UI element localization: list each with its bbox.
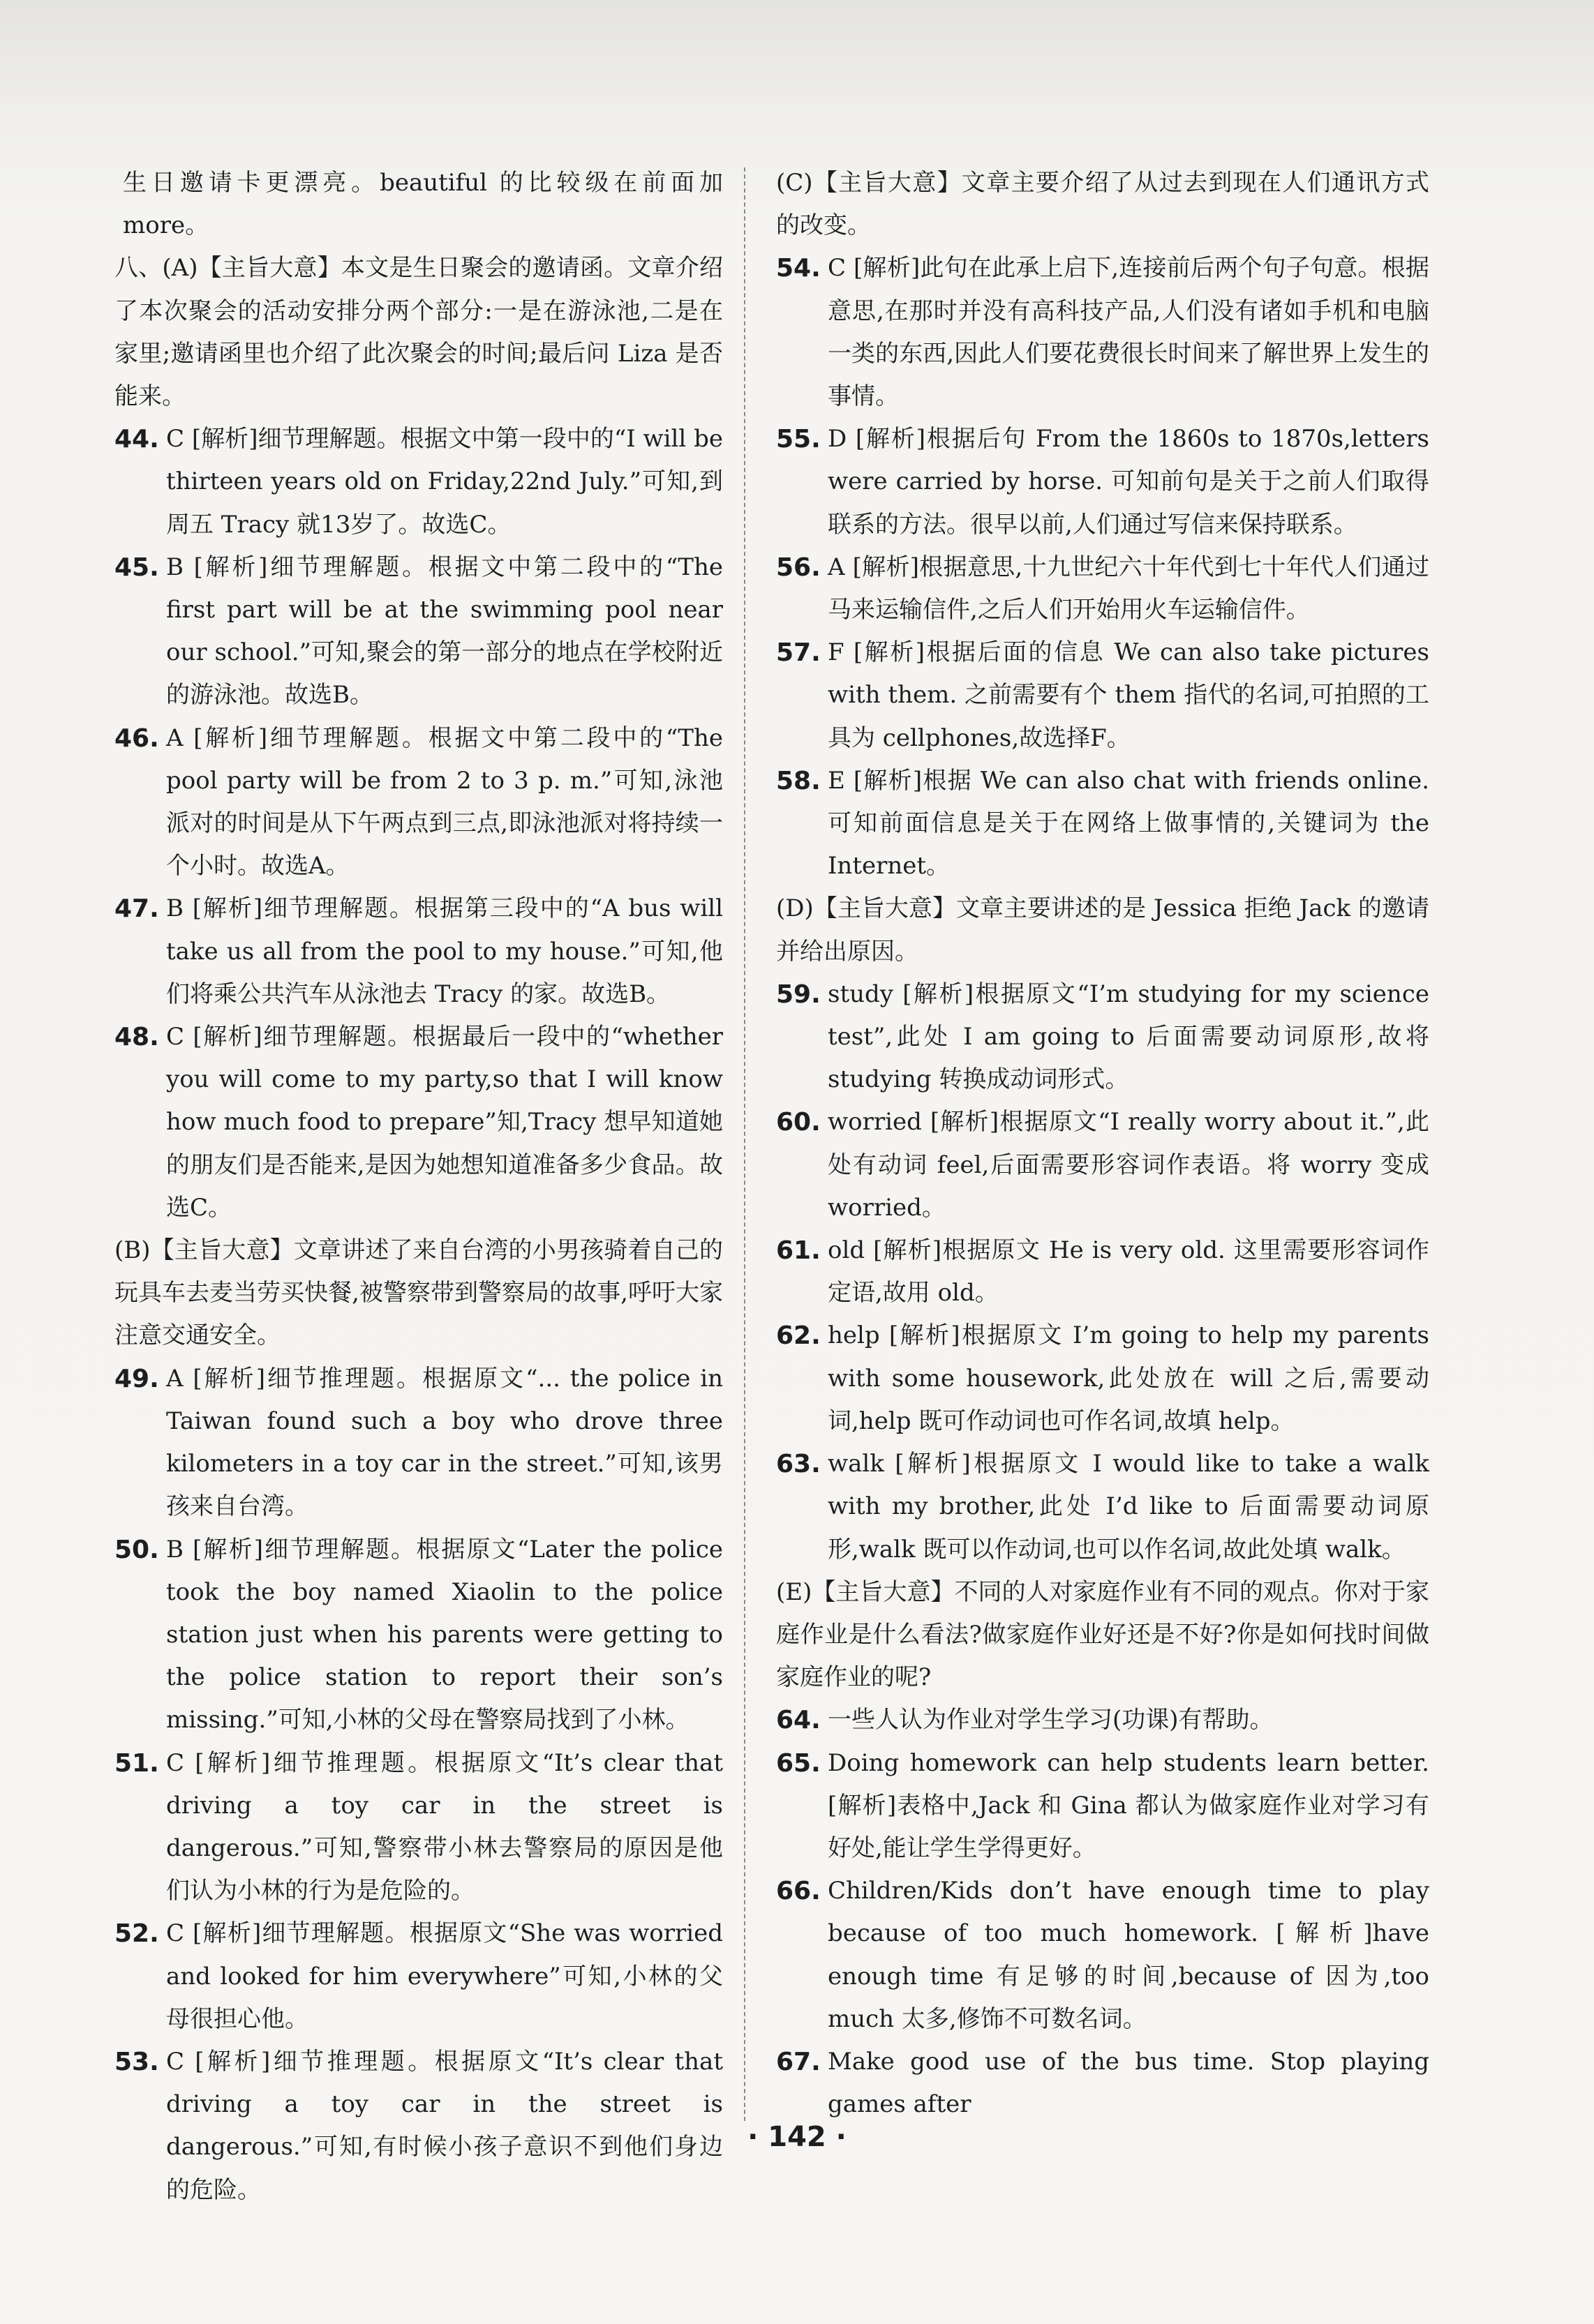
answer-item (776, 973, 1429, 1102)
item-number: 57. (776, 638, 821, 668)
item-number: 65. (776, 1748, 821, 1778)
answer-item (114, 717, 723, 888)
answer-item (114, 887, 723, 1016)
item-number: 64. (776, 1706, 821, 1735)
item-text: C [解析]细节推理题。根据原文“It’s clear that driving a toy car in the street is dangerous.”可知,警察带小林去警察局的原因是他们认为小林的行为是危险的。 (166, 1748, 723, 1905)
answer-item (114, 418, 723, 546)
item-number: 67. (776, 2047, 821, 2076)
item-text: C [解析]细节理解题。根据原文“She was worried and looked for him everywhere”可知,小林的父母很担心他。 (166, 1919, 723, 2033)
answer-item (114, 1016, 723, 1229)
item-text: 一些人认为作业对学生学习(功课)有帮助。 (828, 1706, 1274, 1734)
item-text: study [解析]根据原文“I’m studying for my science test”,此处 I am going to 后面需要动词原形,故将 studying 转换成动词形式。 (828, 980, 1429, 1094)
item-number: 46. (114, 724, 159, 753)
item-number: 44. (114, 425, 159, 454)
item-text: A [解析]细节理解题。根据文中第二段中的“The pool party will be from 2 to 3 p. m.”可知,泳池派对的时间是从下午两点到三点,即泳池派对将持续一个小时。故选A。 (166, 724, 723, 880)
section-e-summary: (E)【主旨大意】不同的人对家庭作业有不同的观点。你对于家庭作业是什么看法?做家庭作业好还是不好?你是如何找时间做家庭作业的呢? (776, 1577, 1429, 1692)
section-c-summary: (C)【主旨大意】文章主要介绍了从过去到现在人们通讯方式的改变。 (776, 169, 1429, 240)
item-number: 48. (114, 1023, 159, 1052)
answer-item (776, 1229, 1429, 1314)
column-divider (744, 167, 745, 2121)
answer-item (776, 1314, 1429, 1443)
item-number: 45. (114, 553, 159, 582)
item-number: 62. (776, 1321, 821, 1351)
answer-item (114, 546, 723, 717)
item-number: 52. (114, 1919, 159, 1949)
item-number: 59. (776, 980, 821, 1009)
item-number: 60. (776, 1108, 821, 1137)
item-number: 54. (776, 254, 821, 283)
item-number: 61. (776, 1236, 821, 1266)
answer-item (776, 1101, 1429, 1229)
item-number: 58. (776, 766, 821, 795)
item-text: old [解析]根据原文 He is very old. 这里需要形容词作定语,故用 old。 (828, 1236, 1429, 1307)
item-number: 56. (776, 553, 821, 582)
item-text: C [解析]细节理解题。根据最后一段中的“whether you will come to my party,so that I will know how much food to prepare”知,Tracy 想早知道她的朋友们是否能来,是因为她想知道准备多少食品。故选C。 (166, 1023, 723, 1222)
answer-item (114, 1358, 723, 1529)
item-number: 49. (114, 1364, 159, 1393)
item-text: B [解析]细节理解题。根据第三段中的“A bus will take us all from the pool to my house.”可知,他们将乘公共汽车从泳池去 Tracy 的家。故选B。 (166, 894, 723, 1008)
item-number: 53. (114, 2047, 159, 2076)
intro-paragraph: 生日邀请卡更漂亮。beautiful 的比较级在前面加more。 (123, 169, 723, 240)
item-text: C [解析]细节理解题。根据文中第一段中的“I will be thirteen years old on Friday,22nd July.”可知,到周五 Tracy 就13岁了。故选C。 (166, 425, 723, 539)
item-text: Doing homework can help students learn better. [解析]表格中,Jack 和 Gina 都认为做家庭作业对学习有好处,能让学生学得更好。 (828, 1748, 1429, 1862)
item-text: B [解析]细节理解题。根据原文“Later the police took the boy named Xiaolin to the police station just when his parents were getting to the police station to report their son’s missing.”可知,小林的父母在警察局找到了小林。 (166, 1535, 723, 1734)
item-number: 66. (776, 1877, 821, 1906)
item-text: Make good use of the bus time. Stop playing games after (828, 2047, 1429, 2119)
left-column (114, 162, 723, 2212)
item-text: help [解析]根据原文 I’m going to help my parents with some housework,此处放在 will 之后,需要动词,help 既可作动词也可作名词,故填 help。 (828, 1321, 1429, 1435)
answer-item (776, 247, 1429, 418)
item-text: worried [解析]根据原文“I really worry about it.”,此处有动词 feel,后面需要形容词作表语。将 worry 变成 worried。 (828, 1108, 1429, 1222)
item-text: Children/Kids don’t have enough time to play because of too much homework. [解析]have enough time 有足够的时间,because of 因为,too much 太多,修饰不可数名词。 (828, 1877, 1429, 2033)
answer-item (114, 1912, 723, 2041)
answer-item (114, 1529, 723, 1742)
answer-item (776, 631, 1429, 760)
item-text: C [解析]此句在此承上启下,连接前后两个句子句意。根据意思,在那时并没有高科技产品,人们没有诸如手机和电脑一类的东西,因此人们要花费很长时间来了解世界上发生的事情。 (828, 254, 1429, 411)
right-column (776, 162, 1429, 2126)
answer-item (776, 1699, 1429, 1741)
answer-item (776, 1870, 1429, 2041)
item-text: B [解析]细节理解题。根据文中第二段中的“The first part will be at the swimming pool near our school.”可知,聚会的第一部分的地点在学校附近的游泳池。故选B。 (166, 553, 723, 710)
item-text: A [解析]细节推理题。根据原文“... the police in Taiwan found such a boy who drove three kilometers in a toy car in the street.”可知,该男孩来自台湾。 (166, 1364, 723, 1521)
page-number: · 142 · (747, 2121, 847, 2153)
item-text: walk [解析]根据原文 I would like to take a walk with my brother,此处 I’d like to 后面需要动词原形,walk 既可以作动词,也可以作名词,故此处填 walk。 (828, 1450, 1429, 1564)
answer-item (776, 1443, 1429, 1571)
item-text: C [解析]细节推理题。根据原文“It’s clear that driving a toy car in the street is dangerous.”可知,有时候小孩子意识不到他们身边的危险。 (166, 2047, 723, 2204)
item-text: F [解析]根据后面的信息 We can also take pictures with them. 之前需要有个 them 指代的名词,可拍照的工具为 cellphones,故选择F。 (828, 638, 1429, 752)
answer-item (776, 1742, 1429, 1871)
answer-item (114, 1742, 723, 1913)
section-d-summary: (D)【主旨大意】文章主要讲述的是 Jessica 拒绝 Jack 的邀请并给出原因。 (776, 894, 1429, 966)
answer-item (776, 418, 1429, 546)
section-a-summary: 八、(A)【主旨大意】本文是生日聚会的邀请函。文章介绍了本次聚会的活动安排分两个部分:一是在游泳池,二是在家里;邀请函里也介绍了此次聚会的时间;最后问 Liza 是否能来。 (114, 254, 723, 411)
item-number: 50. (114, 1535, 159, 1564)
answer-item (776, 546, 1429, 631)
section-b-summary: (B)【主旨大意】文章讲述了来自台湾的小男孩骑着自己的玩具车去麦当劳买快餐,被警察带到警察局的故事,呼吁大家注意交通安全。 (114, 1236, 723, 1350)
answer-item (776, 760, 1429, 888)
item-text: E [解析]根据 We can also chat with friends online. 可知前面信息是关于在网络上做事情的,关键词为 the Internet。 (828, 766, 1429, 880)
item-number: 55. (776, 425, 821, 454)
item-text: A [解析]根据意思,十九世纪六十年代到七十年代人们通过马来运输信件,之后人们开始用火车运输信件。 (828, 553, 1429, 624)
answer-item (776, 2041, 1429, 2126)
item-number: 63. (776, 1450, 821, 1479)
item-text: D [解析]根据后句 From the 1860s to 1870s,letters were carried by horse. 可知前句是关于之前人们取得联系的方法。很早以前,人们通过写信来保持联系。 (828, 425, 1429, 539)
item-number: 47. (114, 894, 159, 924)
item-number: 51. (114, 1748, 159, 1778)
